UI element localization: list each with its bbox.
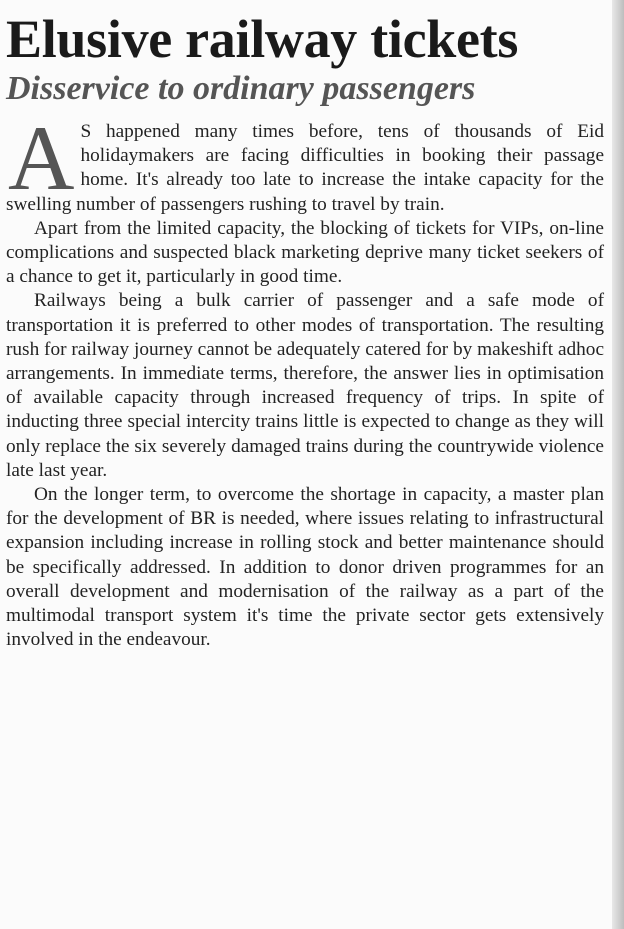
paragraph-4: On the longer term, to overcome the shortage in capacity, a master plan for the development of BR is needed, where issues relating to infrastructural expansion including increase in rolling stock and better maintenance should be specifically addressed. In addition to donor driven programmes for an overall development and modernisation of the railway as a part of the multimodal transport system it's time the private sector gets extensively involved in the endeavour. bbox=[6, 484, 604, 651]
headline: Elusive railway tickets bbox=[6, 9, 519, 69]
paragraph-1 bbox=[6, 107, 604, 217]
article-body bbox=[6, 107, 605, 652]
paragraph-2: Apart from the limited capacity, the blocking of tickets for VIPs, on-line complications and suspected black marketing deprive many ticket seekers of a chance to get it, particularly in good time. bbox=[6, 217, 604, 288]
paragraph-3: Railways being a bulk carrier of passenger and a safe mode of transportation it is preferred to other modes of transportation. The resulting rush for railway journey cannot be adequately catered for by makeshift adhoc arrangements. In immediate terms, therefore, the answer lies in optimisation of available capacity through increased frequency of trips. In spite of inducting three special intercity trains little is expected to change as they will only replace the six severely damaged trains during the countrywide violence late last year. bbox=[6, 290, 605, 481]
drop-cap: A bbox=[8, 107, 75, 209]
paragraph-1-text: S happened many times before, tens of thousands of Eid holidaymakers are facing difficulties in booking their passage home. It's already too late to increase the intake capacity for the swelling number of passengers rushing to travel by train. bbox=[6, 121, 604, 215]
page-edge-shadow bbox=[612, 0, 624, 929]
subheadline: Disservice to ordinary passengers bbox=[6, 70, 476, 107]
